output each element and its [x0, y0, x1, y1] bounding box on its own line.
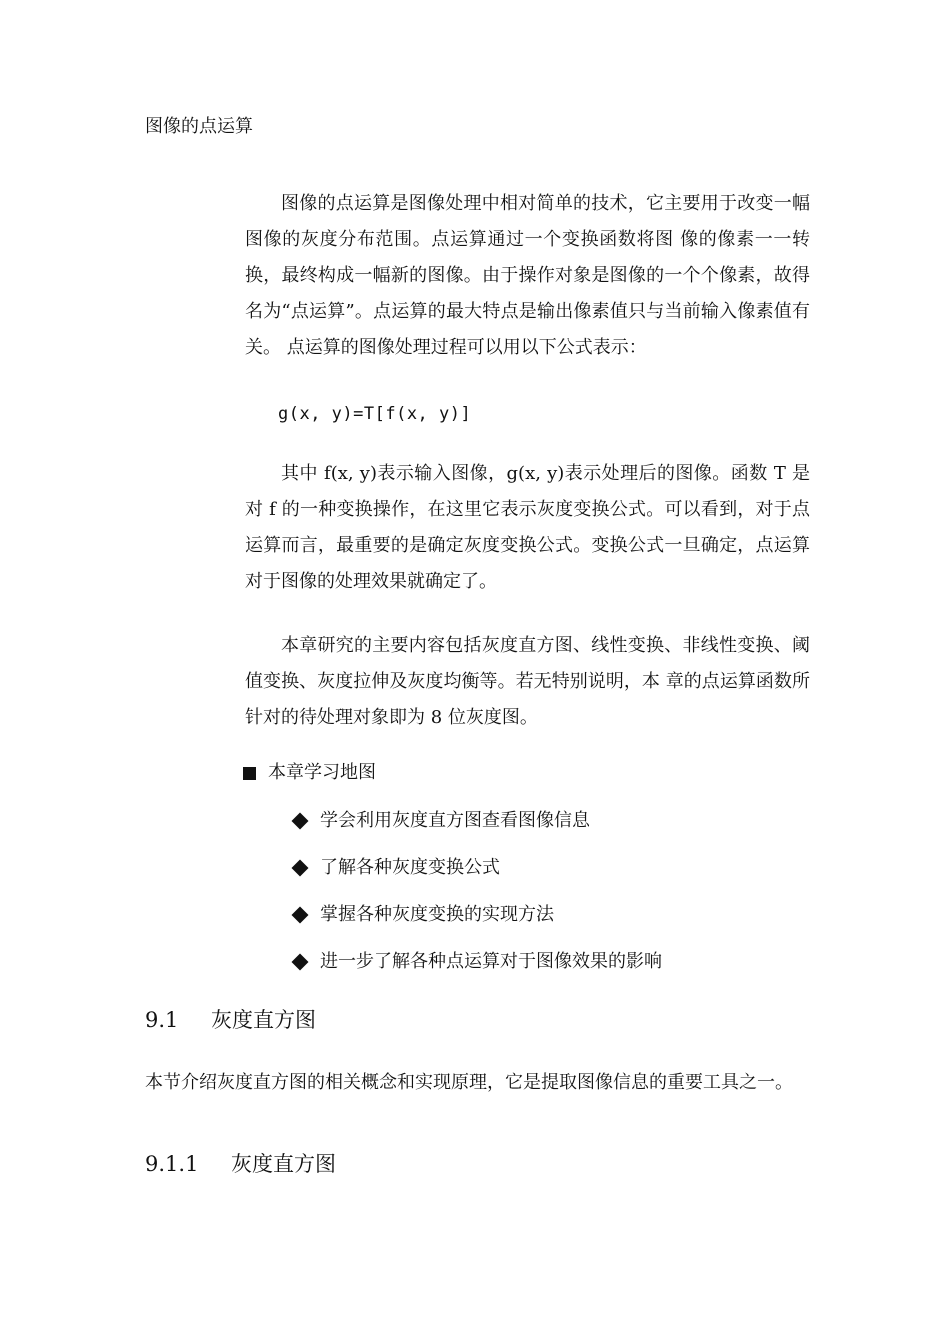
diamond-bullet-icon: [292, 907, 309, 924]
intro-paragraph: 图像的点运算是图像处理中相对简单的技术，它主要用于改变一幅图像的灰度分布范围。点运算通过一个变换函数将图 像的像素一一转换，最终构成一幅新的图像。由于操作对象是图像的一个个像素，故得名为“点运算”。点运算的最大特点是输出像素值只与当前输入像素值有关。 点运算的图像处理过程可以用以下公式表示：: [245, 193, 810, 358]
section-intro-paragraph: 本节介绍灰度直方图的相关概念和实现原理，它是提取图像信息的重要工具之一。: [145, 1072, 793, 1093]
list-item: [292, 806, 662, 853]
chapter-content-paragraph: 本章研究的主要内容包括灰度直方图、线性变换、非线性变换、阈值变换、灰度拉伸及灰度均衡等。若无特别说明，本 章的点运算函数所针对的待处理对象即为 8 位灰度图。: [245, 635, 810, 728]
learning-map-heading: [243, 758, 376, 788]
section-number: 9.1: [145, 1008, 179, 1032]
list-item: [292, 853, 662, 900]
section-heading-9-1: [145, 1005, 316, 1035]
section-title: 灰度直方图: [211, 1008, 316, 1032]
list-item-text: 了解各种灰度变换公式: [320, 857, 500, 878]
formula-explanation-paragraph: 其中 f(x, y)表示输入图像，g(x, y)表示处理后的图像。函数 T 是对 f 的一种变换操作，在这里它表示灰度变换公式。可以看到，对于点运算而言，最重要的是确定灰度变换公式。变换公式一旦确定，点运算对于图像的处理效果就确定了。: [245, 463, 810, 592]
learning-map-label: 本章学习地图: [268, 762, 376, 783]
section-heading-9-1-1: [145, 1149, 336, 1179]
learning-map-list: [292, 806, 662, 994]
square-bullet-icon: [243, 767, 256, 780]
list-item-text: 掌握各种灰度变换的实现方法: [320, 904, 554, 925]
list-item-text: 学会利用灰度直方图查看图像信息: [320, 810, 590, 831]
diamond-bullet-icon: [292, 860, 309, 877]
point-operation-formula: g(x, y)=T[f(x, y)]: [278, 404, 472, 424]
diamond-bullet-icon: [292, 954, 309, 971]
list-item: [292, 900, 662, 947]
page-title: 图像的点运算: [145, 116, 253, 137]
list-item-text: 进一步了解各种点运算对于图像效果的影响: [320, 951, 662, 972]
list-item: [292, 947, 662, 994]
diamond-bullet-icon: [292, 813, 309, 830]
subsection-title: 灰度直方图: [231, 1152, 336, 1176]
subsection-number: 9.1.1: [145, 1152, 199, 1176]
